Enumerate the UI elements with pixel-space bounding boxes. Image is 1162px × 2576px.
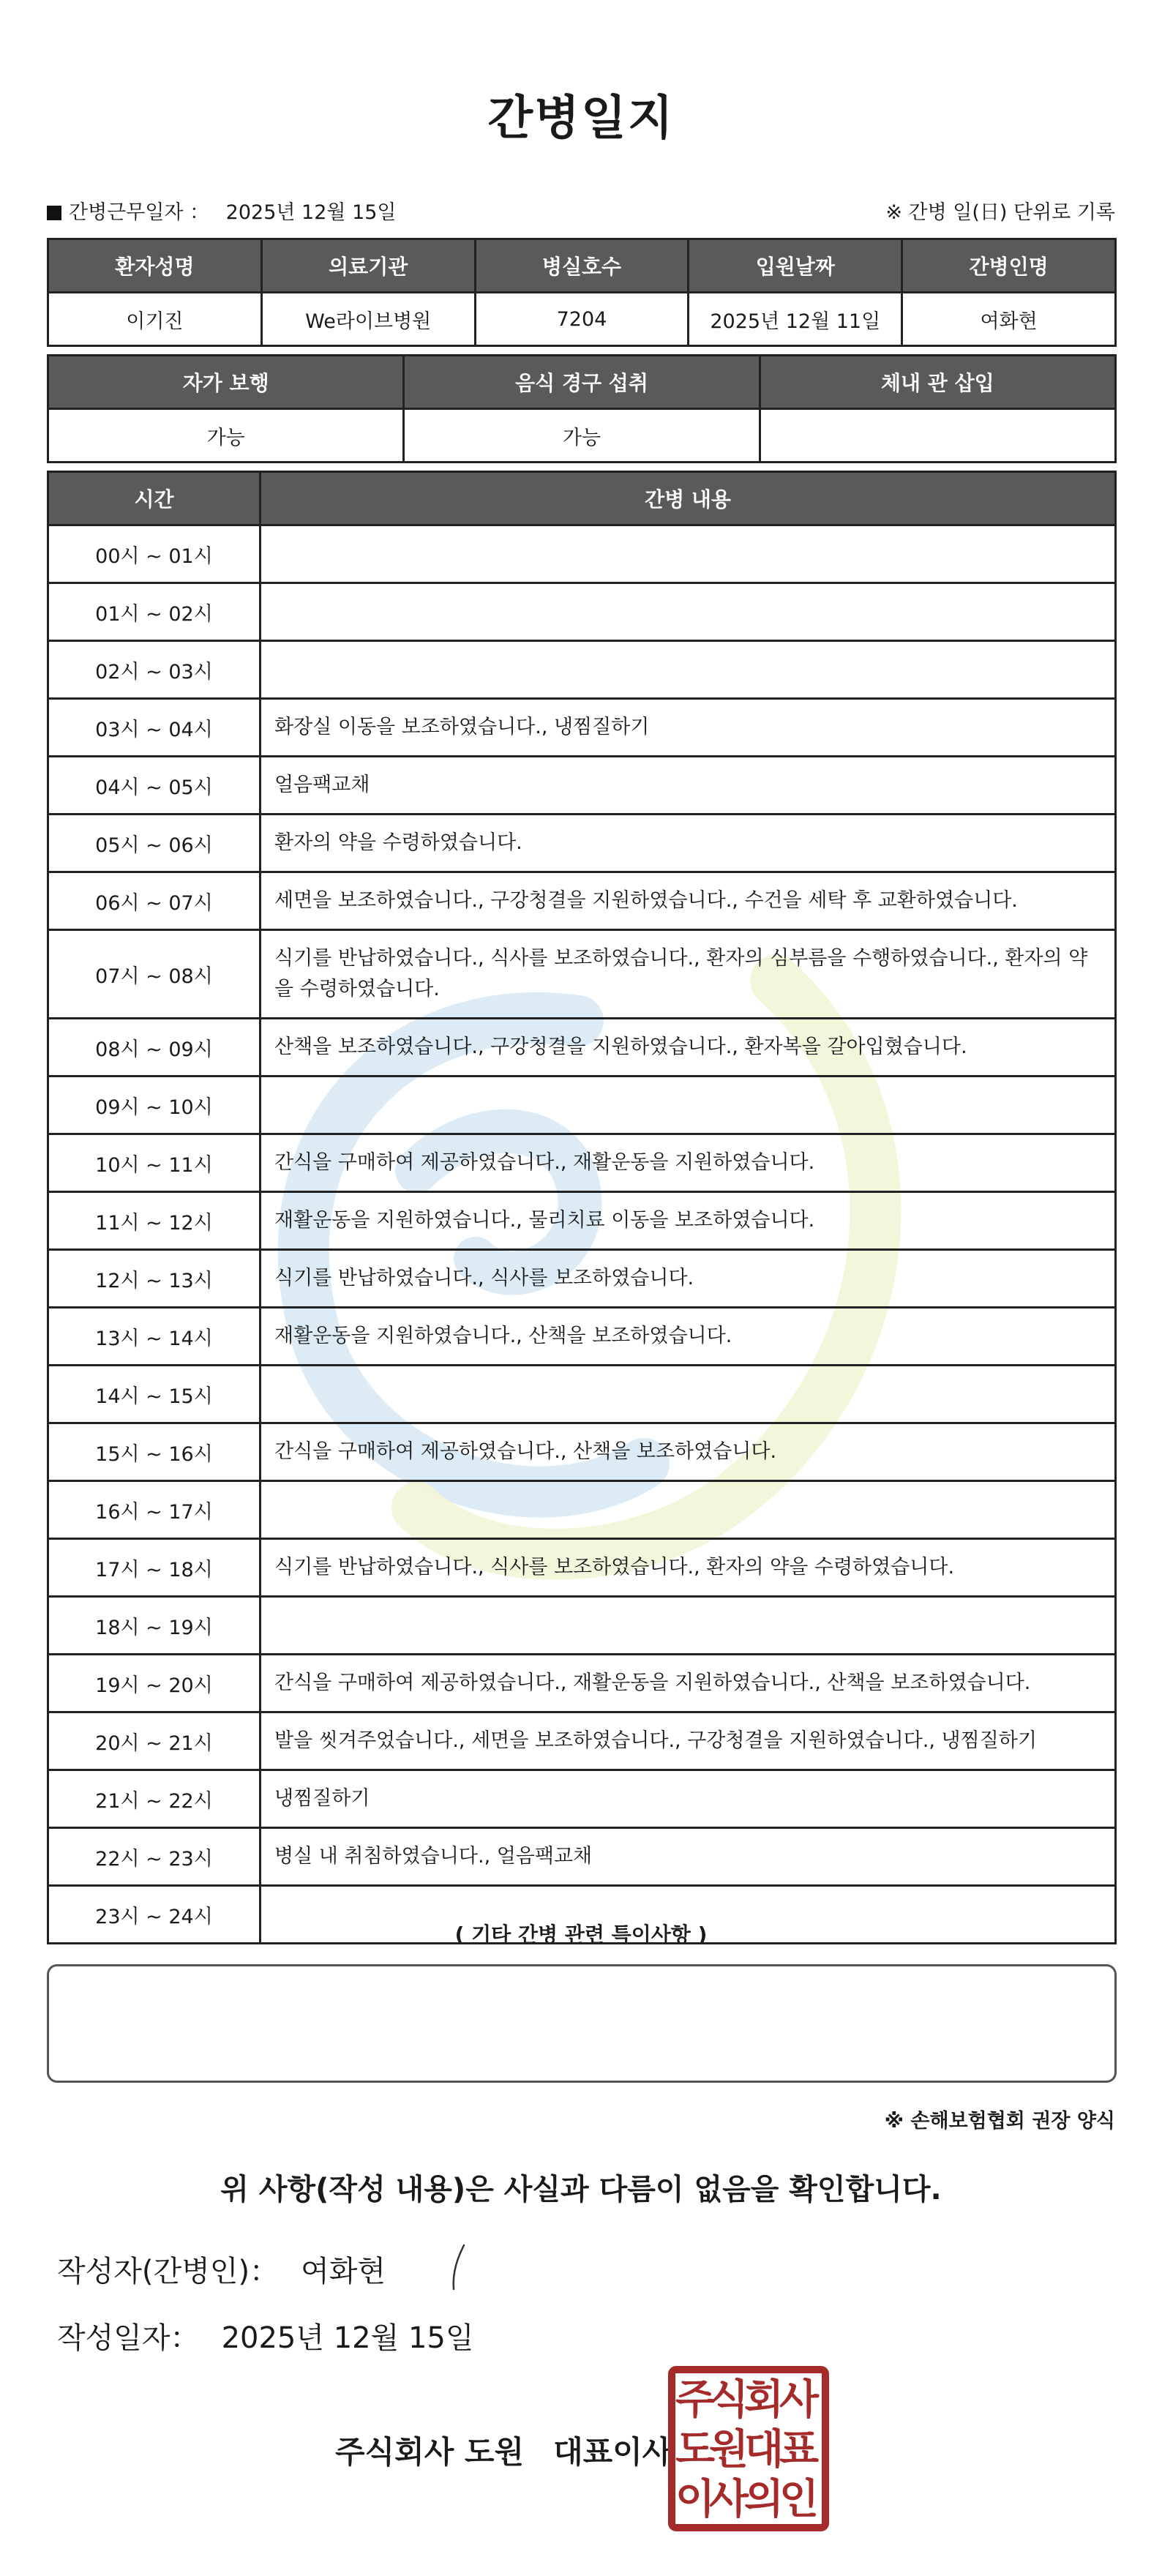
table-row	[48, 1712, 1116, 1770]
care-content	[260, 583, 1116, 641]
time-slot: 07시 ~ 08시	[48, 930, 260, 1019]
care-content: 산책을 보조하였습니다., 구강청결을 지원하였습니다., 환자복을 갈아입혔습니다.	[260, 1019, 1116, 1077]
representative-title: 대표이사	[553, 2434, 672, 2470]
admission-date: 2025년 12월 11일	[689, 293, 902, 346]
table-row	[48, 1770, 1116, 1828]
table-row	[48, 1539, 1116, 1597]
table-row	[48, 1366, 1116, 1423]
svg-text:도: 도	[675, 2426, 716, 2474]
care-content: 세면을 보조하였습니다., 구강청결을 지원하였습니다., 수건을 세탁 후 교환하였습니다.	[260, 872, 1116, 930]
care-content: 재활운동을 지원하였습니다., 물리치료 이동을 보조하였습니다.	[260, 1192, 1116, 1250]
care-content: 간식을 구매하여 제공하였습니다., 산책을 보조하였습니다.	[260, 1423, 1116, 1481]
svg-text:주: 주	[675, 2376, 716, 2424]
company-name: 주식회사 도원	[335, 2434, 525, 2470]
table-row	[48, 1828, 1116, 1886]
company-signature	[335, 2428, 672, 2472]
header-admission-date: 입원날짜	[689, 239, 902, 293]
svg-text:의: 의	[743, 2476, 784, 2523]
special-notes-box	[47, 1964, 1117, 2083]
patient-name: 이기진	[48, 293, 262, 346]
special-notes-title: ( 기타 간병 관련 특이사항 )	[454, 1922, 708, 1947]
time-slot: 08시 ~ 09시	[48, 1019, 260, 1077]
log-header-row	[48, 472, 1116, 525]
table-row	[48, 930, 1116, 1019]
tube-insertion-value	[760, 409, 1115, 463]
time-slot: 11시 ~ 12시	[48, 1192, 260, 1250]
care-content: 간식을 구매하여 제공하였습니다., 재활운동을 지원하였습니다., 산책을 보조하였습니다.	[260, 1655, 1116, 1712]
time-slot: 16시 ~ 17시	[48, 1481, 260, 1539]
header-patient-name: 환자성명	[48, 239, 262, 293]
write-date-line	[57, 2315, 474, 2356]
status-value-row	[48, 409, 1116, 463]
time-slot: 21시 ~ 22시	[48, 1770, 260, 1828]
table-row	[48, 1134, 1116, 1192]
care-content: 재활운동을 지원하였습니다., 산책을 보조하였습니다.	[260, 1308, 1116, 1366]
svg-text:표: 표	[779, 2426, 820, 2474]
care-content	[260, 641, 1116, 699]
care-content	[260, 1597, 1116, 1655]
signature-mark	[448, 2242, 470, 2294]
svg-text:식: 식	[708, 2376, 749, 2424]
table-row	[48, 872, 1116, 930]
time-slot: 05시 ~ 06시	[48, 815, 260, 872]
self-walking-value: 가능	[48, 409, 404, 463]
svg-text:이: 이	[675, 2476, 716, 2523]
care-content: 냉찜질하기	[260, 1770, 1116, 1828]
work-date-line	[47, 196, 397, 225]
medical-institution: We라이브병원	[261, 293, 475, 346]
write-date-value: 2025년 12월 15일	[221, 2321, 474, 2355]
table-row	[48, 1597, 1116, 1655]
info-header-row	[48, 239, 1116, 293]
svg-text:인: 인	[779, 2476, 820, 2523]
company-seal-stamp	[667, 2365, 830, 2532]
square-bullet-icon	[47, 206, 61, 220]
table-row	[48, 641, 1116, 699]
patient-info-table	[47, 238, 1117, 347]
patient-status-table	[47, 354, 1117, 463]
time-slot: 17시 ~ 18시	[48, 1539, 260, 1597]
table-row	[48, 1423, 1116, 1481]
care-content: 환자의 약을 수령하였습니다.	[260, 815, 1116, 872]
care-content: 병실 내 취침하였습니다., 얼음팩교채	[260, 1828, 1116, 1886]
time-slot: 06시 ~ 07시	[48, 872, 260, 930]
time-slot: 10시 ~ 11시	[48, 1134, 260, 1192]
header-care-content: 간병 내용	[260, 472, 1116, 525]
time-slot: 18시 ~ 19시	[48, 1597, 260, 1655]
svg-text:원: 원	[708, 2426, 749, 2474]
work-date-label: 간병근무일자 ：	[69, 201, 210, 224]
header-self-walking: 자가 보행	[48, 356, 404, 409]
writer-line	[57, 2248, 386, 2290]
care-content: 얼음팩교채	[260, 757, 1116, 815]
care-content: 간식을 구매하여 제공하였습니다., 재활운동을 지원하였습니다.	[260, 1134, 1116, 1192]
table-row	[48, 815, 1116, 872]
care-content: 식기를 반납하였습니다., 식사를 보조하였습니다., 환자의 약을 수령하였습니다.	[260, 1539, 1116, 1597]
table-row	[48, 1077, 1116, 1134]
care-content	[260, 1481, 1116, 1539]
svg-text:사: 사	[779, 2376, 820, 2424]
time-slot: 00시 ~ 01시	[48, 525, 260, 583]
table-row	[48, 757, 1116, 815]
table-row	[48, 699, 1116, 757]
time-slot: 13시 ~ 14시	[48, 1308, 260, 1366]
time-slot: 23시 ~ 24시	[48, 1886, 260, 1944]
header-caregiver-name: 간병인명	[902, 239, 1116, 293]
svg-text:회: 회	[743, 2376, 784, 2424]
care-content: 식기를 반납하였습니다., 식사를 보조하였습니다.	[260, 1250, 1116, 1308]
time-slot: 09시 ~ 10시	[48, 1077, 260, 1134]
info-value-row	[48, 293, 1116, 346]
table-row	[48, 1192, 1116, 1250]
room-number: 7204	[475, 293, 689, 346]
table-row	[48, 1655, 1116, 1712]
svg-text:사: 사	[708, 2476, 749, 2523]
writer-name: 여화현	[301, 2255, 386, 2288]
form-source-note: ※ 손해보험협회 권장 양식	[884, 2110, 1115, 2133]
time-slot: 20시 ~ 21시	[48, 1712, 260, 1770]
care-content	[260, 525, 1116, 583]
care-content: 발을 씻겨주었습니다., 세면을 보조하였습니다., 구강청결을 지원하였습니다., 냉찜질하기	[260, 1712, 1116, 1770]
table-row	[48, 583, 1116, 641]
time-slot: 15시 ~ 16시	[48, 1423, 260, 1481]
record-unit-note: ※ 간병 일(日) 단위로 기록	[885, 201, 1115, 224]
header-oral-intake: 음식 경구 섭취	[404, 356, 760, 409]
table-row	[48, 525, 1116, 583]
header-medical-institution: 의료기관	[261, 239, 475, 293]
table-row	[48, 1250, 1116, 1308]
header-tube-insertion: 체내 관 삽입	[760, 356, 1115, 409]
table-row	[48, 1308, 1116, 1366]
svg-text:대: 대	[743, 2426, 784, 2474]
work-date-value: 2025년 12월 15일	[225, 201, 397, 224]
time-slot: 04시 ~ 05시	[48, 757, 260, 815]
header-time: 시간	[48, 472, 260, 525]
table-row	[48, 1019, 1116, 1077]
write-date-label: 작성일자：	[57, 2321, 200, 2355]
time-slot: 14시 ~ 15시	[48, 1366, 260, 1423]
time-slot: 03시 ~ 04시	[48, 699, 260, 757]
caregiver-name: 여화현	[902, 293, 1116, 346]
care-content: 식기를 반납하였습니다., 식사를 보조하였습니다., 환자의 심부름을 수행하였습니다., 환자의 약을 수령하였습니다.	[260, 930, 1116, 1019]
time-slot: 22시 ~ 23시	[48, 1828, 260, 1886]
time-slot: 01시 ~ 02시	[48, 583, 260, 641]
time-slot: 19시 ~ 20시	[48, 1655, 260, 1712]
care-log-table	[47, 471, 1117, 1944]
table-row	[48, 1886, 1116, 1944]
time-slot: 12시 ~ 13시	[48, 1250, 260, 1308]
care-content	[260, 1366, 1116, 1423]
oral-intake-value: 가능	[404, 409, 760, 463]
care-content	[260, 1886, 1116, 1944]
time-slot: 02시 ~ 03시	[48, 641, 260, 699]
confirmation-statement: 위 사항(작성 내용)은 사실과 다름이 없음을 확인합니다.	[220, 2173, 942, 2206]
table-row	[48, 1481, 1116, 1539]
care-content	[260, 1077, 1116, 1134]
status-header-row	[48, 356, 1116, 409]
document-title: 간병일지	[487, 91, 675, 146]
writer-label: 작성자(간병인)：	[57, 2255, 280, 2288]
care-content: 화장실 이동을 보조하였습니다., 냉찜질하기	[260, 699, 1116, 757]
header-room-number: 병실호수	[475, 239, 689, 293]
